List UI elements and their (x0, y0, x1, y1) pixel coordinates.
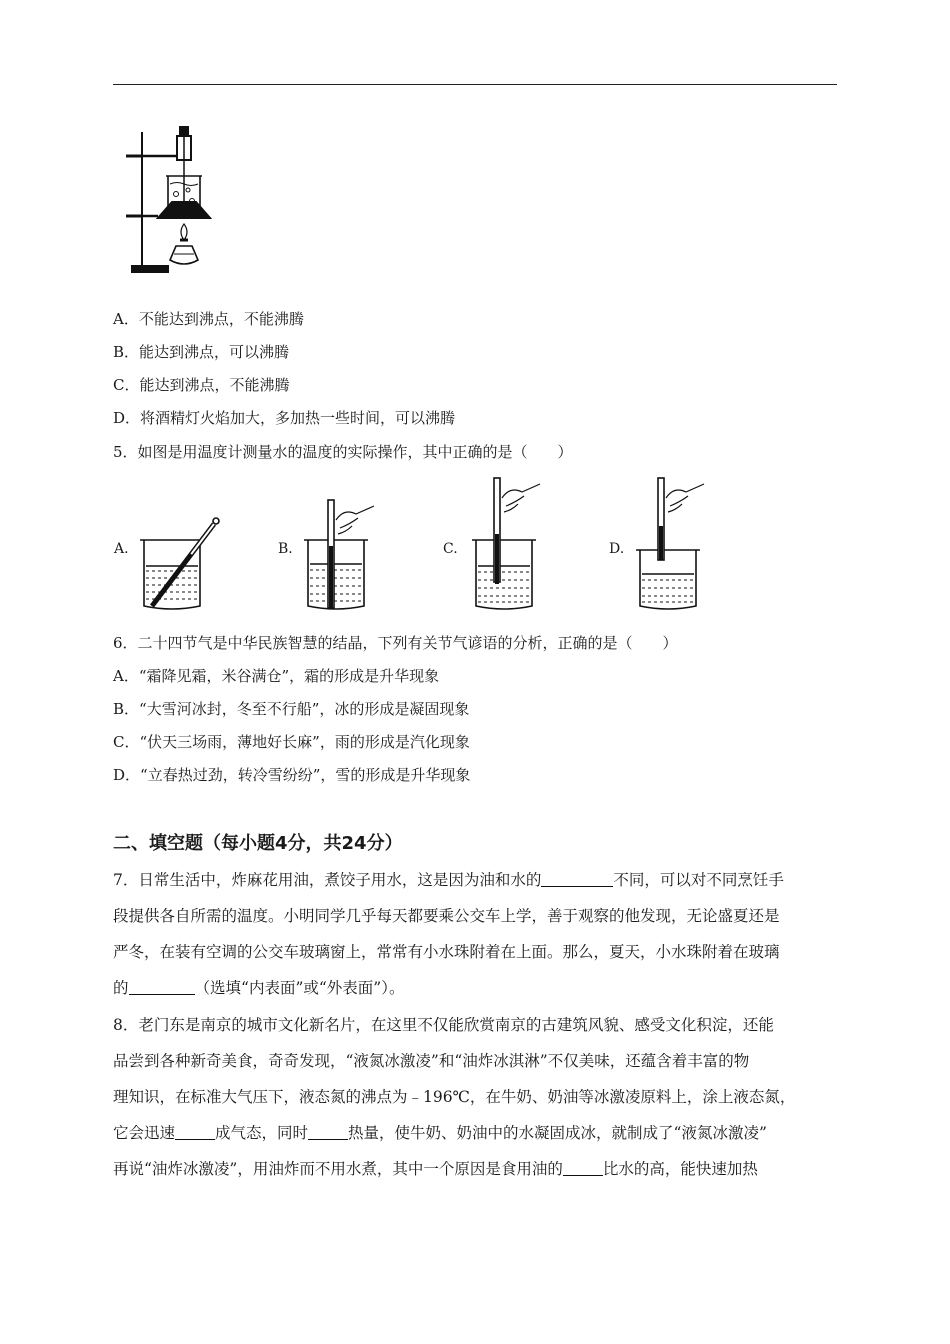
q5-fig-label-b: B. (278, 541, 293, 557)
q6-option-b: B．“大雪河冰封，冬至不行船”，冰的形成是凝固现象 (113, 700, 470, 718)
q4-option-a: A．不能达到沸点，不能沸腾 (113, 310, 304, 328)
q8-blank-1[interactable] (175, 1124, 215, 1140)
thermometer-figure-d (634, 474, 714, 614)
q7-line-3: 严冬，在装有空调的公交车玻璃窗上，常常有小水珠附着在上面。那么，夏天，小水珠附着在玻璃 (113, 943, 780, 961)
thermometer-figure-c (470, 474, 550, 614)
q7-line-2: 段提供各自所需的温度。小明同学几乎每天都要乘公交车上学，善于观察的他发现，无论盛夏还是 (113, 907, 780, 925)
q8-line-5: 再说“油炸冰激凌”，用油炸而不用水煮，其中一个原因是食用油的 比水的高，能快速加热 (113, 1160, 758, 1178)
q8-blank-3[interactable] (563, 1160, 603, 1176)
q8-line-3: 理知识，在标准大气压下，液态氮的沸点为﹣196℃，在牛奶、奶油等冰激凌原料上，涂上液态氮， (113, 1088, 796, 1106)
section-title-fill-in: 二、填空题（每小题4分，共24分） (113, 833, 403, 854)
q8-blank-2[interactable] (308, 1124, 348, 1140)
q7-line-4: 的 （选填“内表面”或“外表面”）。 (113, 979, 405, 997)
q6-option-a: A．“霜降见霜，米谷满仓”，霜的形成是升华现象 (113, 667, 440, 685)
q6-option-c: C．“伏天三场雨，薄地好长麻”，雨的形成是汽化现象 (113, 733, 470, 751)
thermometer-figure-a (136, 516, 228, 612)
boiling-apparatus-figure (122, 126, 227, 274)
q8-line-2: 品尝到各种新奇美食，奇奇发现，“液氮冰激凌”和“油炸冰淇淋”不仅美味，还蕴含着丰富的物 (113, 1052, 750, 1070)
q4-option-d: D．将酒精灯火焰加大，多加热一些时间，可以沸腾 (113, 409, 456, 427)
q8-line-1: 8．老门东是南京的城市文化新名片，在这里不仅能欣赏南京的古建筑风貌、感受文化积淀，还能 (113, 1016, 774, 1034)
q7-line-1: 7．日常生活中，炸麻花用油，煮饺子用水，这是因为油和水的 不同，可以对不同烹饪手 (113, 871, 784, 889)
q5-question: 5．如图是用温度计测量水的温度的实际操作，其中正确的是（ ） (113, 443, 573, 461)
q5-fig-label-d: D. (609, 541, 625, 557)
q6-question: 6．二十四节气是中华民族智慧的结晶，下列有关节气谚语的分析，正确的是（ ） (113, 634, 678, 652)
q7-blank-2[interactable] (129, 979, 195, 995)
q7-blank-1[interactable] (541, 871, 613, 887)
header-rule (113, 84, 837, 85)
q5-fig-label-a: A. (114, 541, 129, 557)
q5-fig-label-c: C. (443, 541, 458, 557)
q4-option-b: B．能达到沸点，可以沸腾 (113, 343, 290, 361)
q4-option-c: C．能达到沸点，不能沸腾 (113, 376, 290, 394)
q6-option-d: D．“立春热过劲，转冷雪纷纷”，雪的形成是升华现象 (113, 766, 471, 784)
thermometer-figure-b (300, 494, 380, 614)
q8-line-4: 它会迅速 成气态，同时 热量，使牛奶、奶油中的水凝固成冰，就制成了“液氮冰激凌” (113, 1124, 767, 1142)
